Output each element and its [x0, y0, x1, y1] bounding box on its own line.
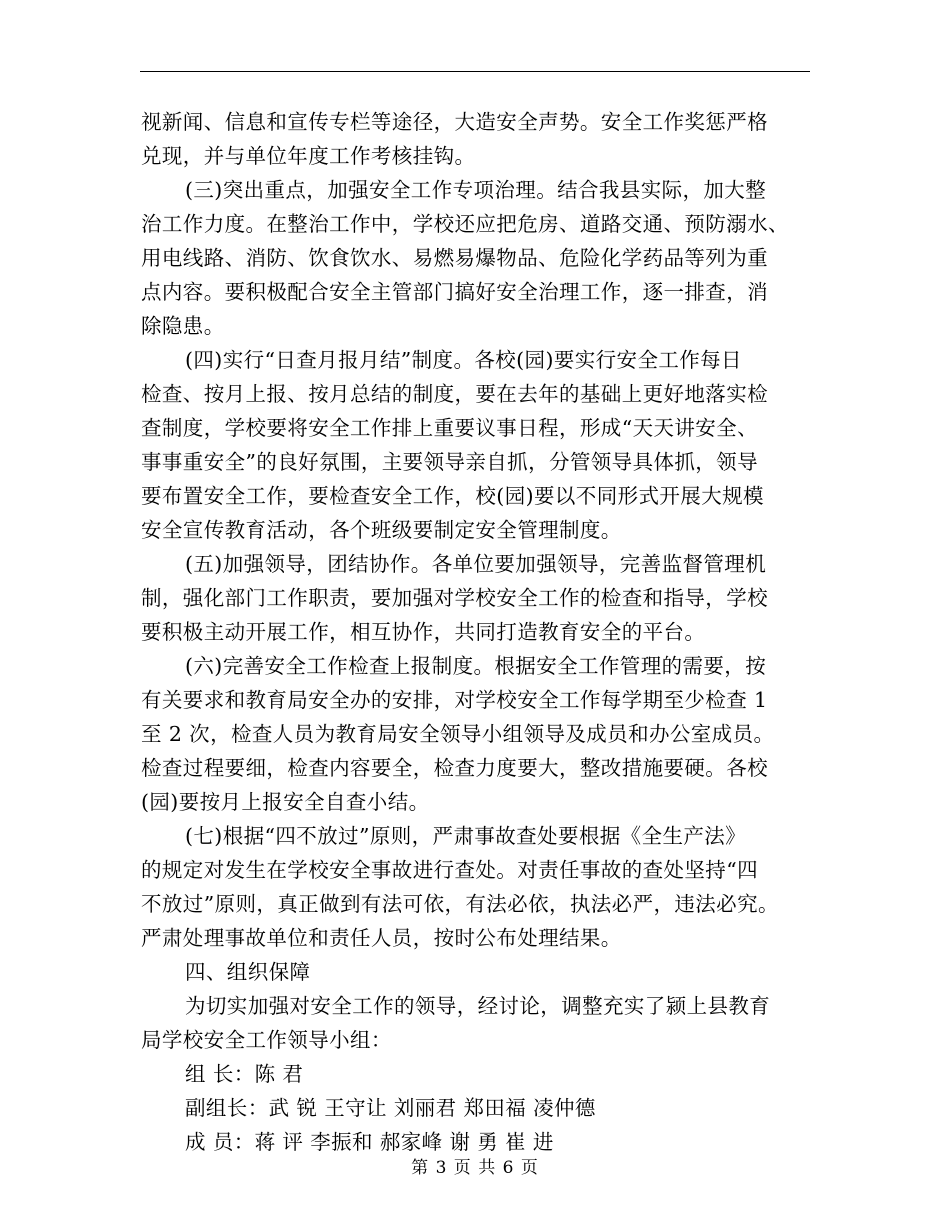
text-line: 为切实加强对安全工作的领导，经讨论，调整充实了颍上县教育: [185, 994, 771, 1018]
text-line: 点内容。要积极配合安全主管部门搞好安全治理工作，逐一排查，消: [141, 280, 768, 304]
text-line: 要布置安全工作，要检查安全工作，校(园)要以不同形式开展大规模: [141, 484, 764, 508]
text-line: 有关要求和教育局安全办的安排，对学校安全工作每学期至少检查 1: [141, 688, 768, 712]
text-line: 检查过程要细，检查内容要全，检查力度要大，整改措施要硬。各校: [141, 756, 768, 780]
text-line: 严肃处理事故单位和责任人员，按时公布处理结果。: [141, 926, 622, 950]
text-line: 要积极主动开展工作，相互协作，共同打造教育安全的平台。: [141, 620, 706, 644]
text-line: 至 2 次，检查人员为教育局安全领导小组领导及成员和办公室成员。: [141, 722, 775, 746]
text-line: 兑现，并与单位年度工作考核挂钩。: [141, 144, 476, 168]
text-line: (六)完善安全工作检查上报制度。根据安全工作管理的需要，按: [185, 654, 767, 678]
text-line: 检查、按月上报、按月总结的制度，要在去年的基础上更好地落实检: [141, 382, 768, 406]
text-line: 查制度，学校要将安全工作排上重要议事日程，形成“天天讲安全、: [141, 416, 758, 440]
page-footer: 第 3 页 共 6 页: [411, 1158, 539, 1178]
text-line: 局学校安全工作领导小组：: [141, 1028, 392, 1052]
text-line: 副组长：武 锐 王守让 刘丽君 郑田福 凌仲德: [185, 1096, 596, 1120]
text-line: 成 员：蒋 评 李振和 郝家峰 谢 勇 崔 进: [185, 1130, 554, 1154]
text-line: (五)加强领导，团结协作。各单位要加强领导，完善监督管理机: [185, 552, 767, 576]
text-line: 四、组织保障: [185, 960, 311, 984]
document-body: [141, 105, 813, 1159]
text-line: (三)突出重点，加强安全工作专项治理。结合我县实际，加大整: [185, 178, 767, 202]
text-line: 组 长：陈 君: [185, 1062, 304, 1086]
text-line: 治工作力度。在整治工作中，学校还应把危房、道路交通、预防溺水、: [141, 212, 789, 236]
text-line: (园)要按月上报安全自查小结。: [141, 790, 430, 814]
text-line: 制，强化部门工作职责，要加强对学校安全工作的检查和指导，学校: [141, 586, 768, 610]
text-line: (七)根据“四不放过”原则，严肃事故查处要根据《全生产法》: [185, 824, 747, 848]
text-line: 除隐患。: [141, 314, 225, 338]
text-line: 安全宣传教育活动，各个班级要制定安全管理制度。: [141, 518, 622, 542]
text-line: 事事重安全”的良好氛围，主要领导亲自抓，分管领导具体抓，领导: [141, 450, 758, 474]
text-line: (四)实行“日查月报月结”制度。各校(园)要实行安全工作每日: [185, 348, 742, 372]
text-line: 视新闻、信息和宣传专栏等途径，大造安全声势。安全工作奖惩严格: [141, 110, 768, 134]
text-line: 用电线路、消防、饮食饮水、易燃易爆物品、危险化学药品等列为重: [141, 246, 768, 270]
text-line: 的规定对发生在学校安全事故进行查处。对责任事故的查处坚持“四: [141, 858, 758, 882]
text-line: 不放过”原则，真正做到有法可依，有法必依，执法必严，违法必究。: [141, 892, 779, 916]
header-rule: [140, 71, 810, 72]
